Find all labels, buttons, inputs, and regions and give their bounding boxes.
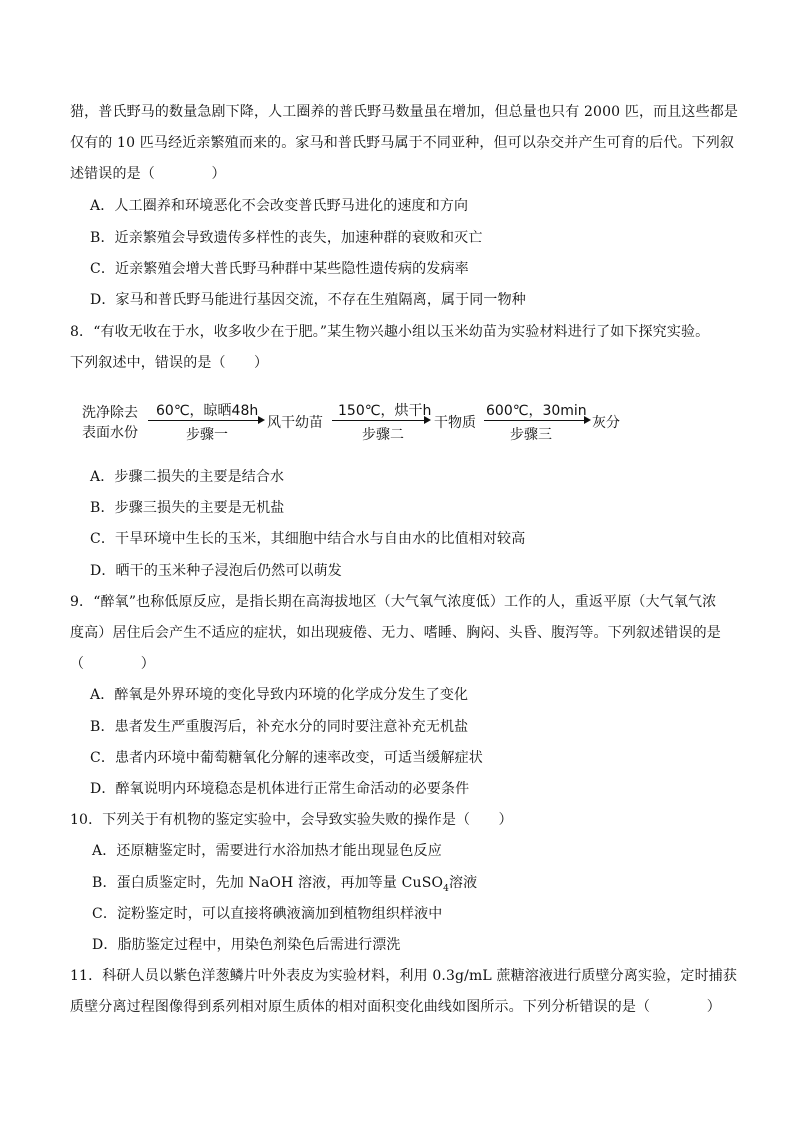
flow-arrow-2-head <box>424 416 431 424</box>
flow-node-3: 灰分 <box>592 415 620 431</box>
flow-node-1: 风干幼苗 <box>267 415 323 431</box>
flow-step1-label: 步骤一 <box>186 427 228 443</box>
q10-option-c: C．淀粉鉴定时，可以直接将碘液滴加到植物组织样液中 <box>92 906 443 922</box>
q8-option-c: C．干旱环境中生长的玉米，其细胞中结合水与自由水的比值相对较高 <box>90 531 526 547</box>
q8-option-a: A．步骤二损失的主要是结合水 <box>90 469 285 485</box>
q10-option-b-text: B．蛋白质鉴定时，先加 NaOH 溶液，再加等量 CuSO <box>92 875 444 891</box>
q8-stem-line-1: 8．“有收无收在于水，收多收少在于肥。”某生物兴趣小组以玉米幼苗为实验材料进行了如下探究实验。 <box>70 324 710 340</box>
flow-start-top: 洗净除去 <box>82 405 138 421</box>
flow-step3-condition: 600℃，30min <box>486 403 587 419</box>
flow-start-bottom: 表面水份 <box>82 425 138 441</box>
q8-option-b: B．步骤三损失的主要是无机盐 <box>90 500 285 516</box>
flow-arrow-3 <box>484 420 584 421</box>
flow-step2-label: 步骤二 <box>362 427 404 443</box>
q7-stem-line-1: 猎，普氏野马的数量急剧下降，人工圈养的普氏野马数量虽在增加，但总量也只有 2000 匹，而且这些都是 <box>70 104 739 120</box>
q7-stem-line-3: 述错误的是（ ） <box>70 166 226 182</box>
q7-stem-line-2: 仅有的 10 匹马经近亲繁殖而来的。家马和普氏野马属于不同亚种，但可以杂交并产生可育的后代。下列叙 <box>70 135 735 151</box>
flow-node-2: 干物质 <box>434 415 476 431</box>
q7-option-b: B．近亲繁殖会导致遗传多样性的丧失，加速种群的衰败和灭亡 <box>90 230 483 246</box>
q9-stem-line-3: （ ） <box>70 656 155 672</box>
q8-option-d: D．晒干的玉米种子浸泡后仍然可以萌发 <box>90 563 342 579</box>
q10-option-b-suffix: 溶液 <box>448 875 478 891</box>
q10-option-d: D．脂肪鉴定过程中，用染色剂染色后需进行漂洗 <box>92 937 401 953</box>
flow-arrow-2 <box>332 420 424 421</box>
flow-arrow-1-head <box>258 416 265 424</box>
q11-stem-line-1: 11．科研人员以紫色洋葱鳞片叶外表皮为实验材料，利用 0.3g/mL 蔗糖溶液进行质壁分离实验，定时捕获 <box>70 968 738 984</box>
q11-stem-line-2: 质壁分离过程图像得到系列相对原生质体的相对面积变化曲线如图所示。下列分析错误的是（ ） <box>70 999 721 1015</box>
q10-option-b-subscript: 4 <box>443 883 449 894</box>
q9-option-b: B．患者发生严重腹泻后，补充水分的同时要注意补充无机盐 <box>90 719 469 735</box>
flow-step2-condition: 150℃，烘干h <box>338 403 432 419</box>
q9-stem-line-2: 度高）居住后会产生不适应的症状，如出现疲倦、无力、嗜睡、胸闷、头昏、腹泻等。下列叙述错误的是 <box>70 625 721 641</box>
q9-option-c: C．患者内环境中葡萄糖氧化分解的速率改变，可适当缓解症状 <box>90 750 483 766</box>
q7-option-d: D．家马和普氏野马能进行基因交流，不存在生殖隔离，属于同一物种 <box>90 292 526 308</box>
q7-option-a: A．人工圈养和环境恶化不会改变普氏野马进化的速度和方向 <box>90 198 469 214</box>
flow-arrow-1 <box>148 420 258 421</box>
q9-option-d: D．醉氧说明内环境稳态是机体进行正常生命活动的必要条件 <box>90 781 470 797</box>
q9-stem-line-1: 9．“醉氧”也称低原反应，是指长期在高海拔地区（大气氧气浓度低）工作的人，重返平原（大气氧气浓 <box>70 594 717 610</box>
q7-option-c: C．近亲繁殖会增大普氏野马种群中某些隐性遗传病的发病率 <box>90 261 469 277</box>
q10-option-a: A．还原糖鉴定时，需要进行水浴加热才能出现显色反应 <box>92 843 442 859</box>
q10-stem: 10．下列关于有机物的鉴定实验中，会导致实验失败的操作是（ ） <box>70 812 513 828</box>
flow-arrow-3-head <box>584 416 591 424</box>
flow-step1-condition: 60℃，晾晒48h <box>156 403 259 419</box>
q8-stem-line-2: 下列叙述中，错误的是（ ） <box>70 355 269 371</box>
q8-flow-diagram <box>82 400 642 450</box>
flow-step3-label: 步骤三 <box>510 427 552 443</box>
q9-option-a: A．醉氧是外界环境的变化导致内环境的化学成分发生了变化 <box>90 687 469 703</box>
q10-option-b <box>92 873 477 899</box>
